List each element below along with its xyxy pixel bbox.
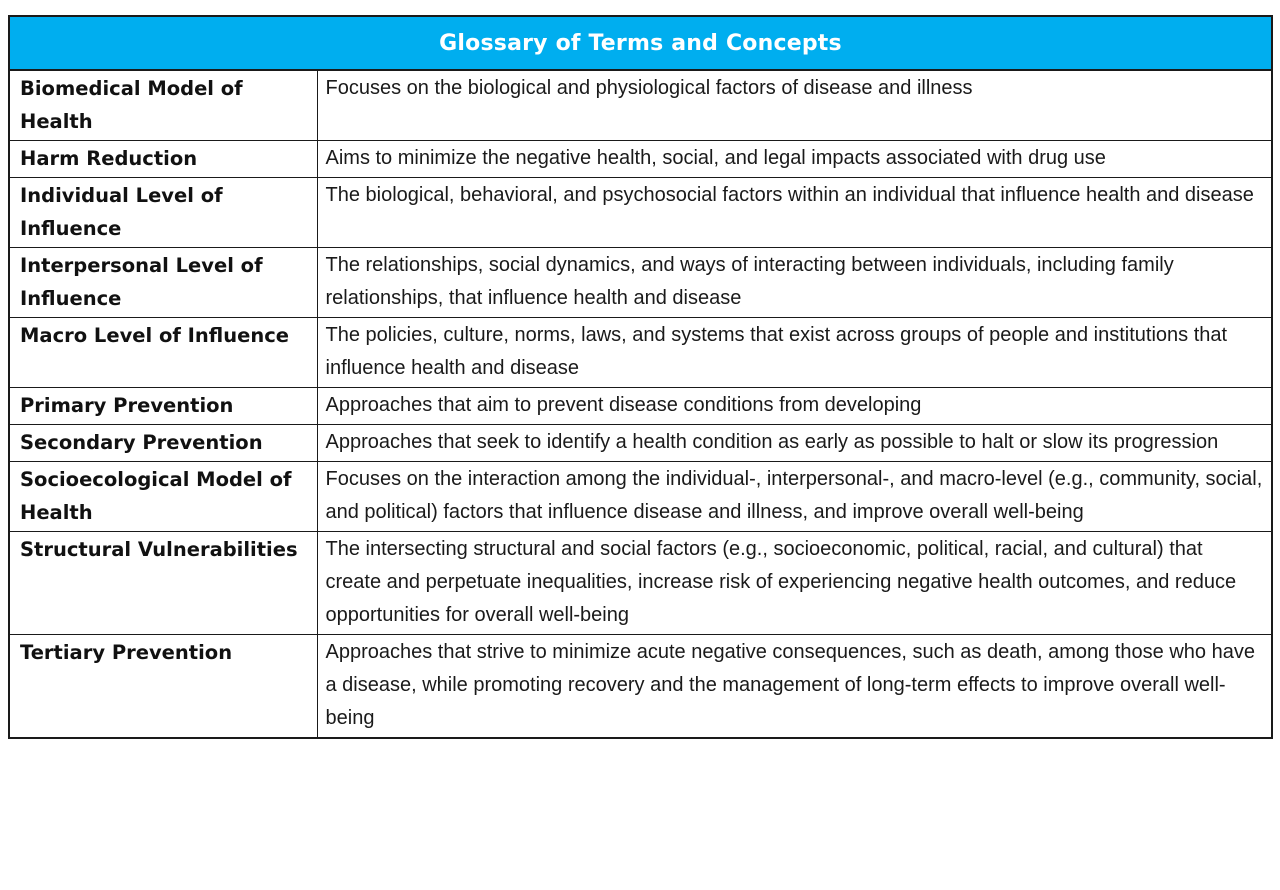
glossary-row <box>9 248 1272 318</box>
glossary-body <box>9 70 1272 738</box>
glossary-row <box>9 318 1272 388</box>
glossary-row <box>9 388 1272 425</box>
glossary-term: Individual Level of Influence <box>9 178 317 248</box>
glossary-header-row <box>9 16 1272 70</box>
glossary-term: Macro Level of Influence <box>9 318 317 388</box>
glossary-term: Harm Reduction <box>9 141 317 178</box>
glossary-definition: Focuses on the interaction among the individual-, interpersonal-, and macro-level (e.g., community, social, and political) factors that influence disease and illness, and improve overall well-being <box>317 462 1272 532</box>
glossary-definition: Approaches that aim to prevent disease conditions from developing <box>317 388 1272 425</box>
glossary-container <box>8 15 1273 739</box>
glossary-definition: Focuses on the biological and physiological factors of disease and illness <box>317 70 1272 141</box>
glossary-term: Interpersonal Level of Influence <box>9 248 317 318</box>
glossary-title: Glossary of Terms and Concepts <box>9 16 1272 70</box>
glossary-table <box>8 15 1273 739</box>
glossary-row <box>9 532 1272 635</box>
glossary-term: Structural Vulnerabilities <box>9 532 317 635</box>
glossary-row <box>9 635 1272 739</box>
glossary-definition: Approaches that seek to identify a health condition as early as possible to halt or slow its progression <box>317 425 1272 462</box>
glossary-term: Biomedical Model of Health <box>9 70 317 141</box>
glossary-row <box>9 178 1272 248</box>
glossary-definition: The relationships, social dynamics, and ways of interacting between individuals, including family relationships, that influence health and disease <box>317 248 1272 318</box>
glossary-term: Socioecological Model of Health <box>9 462 317 532</box>
glossary-term: Primary Prevention <box>9 388 317 425</box>
glossary-term: Secondary Prevention <box>9 425 317 462</box>
glossary-term: Tertiary Prevention <box>9 635 317 739</box>
glossary-definition: The intersecting structural and social factors (e.g., socioeconomic, political, racial, and cultural) that create and perpetuate inequalities, increase risk of experiencing negative health outcomes, and reduce opportunities for overall well-being <box>317 532 1272 635</box>
glossary-row <box>9 70 1272 141</box>
glossary-row <box>9 462 1272 532</box>
glossary-definition: Aims to minimize the negative health, social, and legal impacts associated with drug use <box>317 141 1272 178</box>
glossary-definition: Approaches that strive to minimize acute negative consequences, such as death, among those who have a disease, while promoting recovery and the management of long-term effects to improve overall well-being <box>317 635 1272 739</box>
glossary-definition: The biological, behavioral, and psychosocial factors within an individual that influence health and disease <box>317 178 1272 248</box>
glossary-row <box>9 425 1272 462</box>
glossary-definition: The policies, culture, norms, laws, and systems that exist across groups of people and institutions that influence health and disease <box>317 318 1272 388</box>
glossary-row <box>9 141 1272 178</box>
